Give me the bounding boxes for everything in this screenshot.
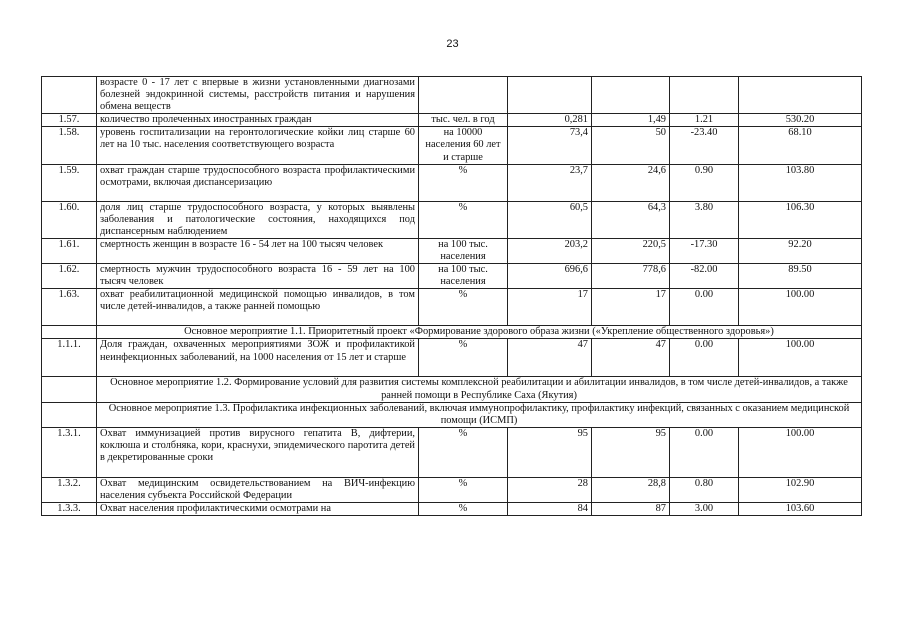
value-percent: 92.20	[739, 238, 862, 263]
value-actual: 24,6	[592, 164, 670, 201]
table-row	[42, 264, 862, 289]
indicator-description: уровень госпитализации на геронтологические койки лиц старше 60 лет на 10 тыс. населения соответствующего возраста	[97, 127, 419, 164]
indicator-description: возрасте 0 - 17 лет с впервые в жизни установленными диагнозами болезней эндокринной системы, расстройств питания и нарушения обмена веществ	[97, 77, 419, 114]
unit-of-measure: %	[419, 164, 508, 201]
table-row	[42, 164, 862, 201]
value-base: 0,281	[508, 114, 592, 127]
table-row	[42, 201, 862, 238]
value-base: 203,2	[508, 238, 592, 263]
indicator-description: Охват населения профилактическими осмотрами на	[97, 502, 419, 515]
value-deviation: 0.00	[670, 427, 739, 477]
value-base: 47	[508, 339, 592, 377]
value-actual: 50	[592, 127, 670, 164]
unit-of-measure: %	[419, 339, 508, 377]
unit-of-measure: %	[419, 201, 508, 238]
indicator-description: смертность мужчин трудоспособного возраста 16 - 59 лет на 100 тысяч человек	[97, 264, 419, 289]
row-number: 1.3.2.	[42, 477, 97, 502]
unit-of-measure	[419, 77, 508, 114]
indicator-description: доля лиц старше трудоспособного возраста, у которых выявлены заболевания и патологические состояния, находящихся под диспансерным наблюдением	[97, 201, 419, 238]
section-empty-cell	[42, 326, 97, 339]
value-percent: 100.00	[739, 427, 862, 477]
indicator-description: Доля граждан, охваченных мероприятиями ЗОЖ и профилактикой неинфекционных заболеваний, на 1000 населения от 15 лет и старше	[97, 339, 419, 377]
value-percent: 89.50	[739, 264, 862, 289]
value-base: 28	[508, 477, 592, 502]
indicator-description: Охват иммунизацией против вирусного гепатита В, дифтерии, коклюша и столбняка, кори, краснухи, эпидемического паротита детей в декретированные сроки	[97, 427, 419, 477]
table-row	[42, 238, 862, 263]
unit-of-measure: %	[419, 427, 508, 477]
row-number: 1.3.1.	[42, 427, 97, 477]
value-percent: 106.30	[739, 201, 862, 238]
row-number: 1.62.	[42, 264, 97, 289]
indicator-description: смертность женщин в возрасте 16 - 54 лет на 100 тысяч человек	[97, 238, 419, 263]
table-row	[42, 127, 862, 164]
row-number: 1.1.1.	[42, 339, 97, 377]
indicator-description: охват реабилитационной медицинской помощью инвалидов, в том числе детей-инвалидов, а также ранней помощью	[97, 289, 419, 326]
value-base: 95	[508, 427, 592, 477]
unit-of-measure: на 100 тыс. населения	[419, 238, 508, 263]
table-row	[42, 502, 862, 515]
value-deviation: 0.00	[670, 289, 739, 326]
value-deviation: 0.90	[670, 164, 739, 201]
section-title: Основное мероприятие 1.2. Формирование условий для развития системы комплексной реабилитации и абилитации инвалидов, в том числе детей-инвалидов, а также ранней помощи в Республике Саха (Якутия)	[97, 377, 862, 402]
value-deviation: 0.00	[670, 339, 739, 377]
value-actual: 28,8	[592, 477, 670, 502]
row-number: 1.60.	[42, 201, 97, 238]
value-percent: 100.00	[739, 339, 862, 377]
value-percent: 103.60	[739, 502, 862, 515]
page-number: 23	[446, 38, 459, 50]
value-deviation: -82.00	[670, 264, 739, 289]
table-row	[42, 339, 862, 377]
value-actual: 778,6	[592, 264, 670, 289]
row-number: 1.59.	[42, 164, 97, 201]
value-percent: 530.20	[739, 114, 862, 127]
value-base	[508, 77, 592, 114]
table-row	[42, 289, 862, 326]
value-deviation	[670, 77, 739, 114]
table-row	[42, 427, 862, 477]
value-deviation: 3.00	[670, 502, 739, 515]
value-actual	[592, 77, 670, 114]
value-base: 60,5	[508, 201, 592, 238]
value-percent: 100.00	[739, 289, 862, 326]
row-number: 1.58.	[42, 127, 97, 164]
section-empty-cell	[42, 377, 97, 402]
value-base: 23,7	[508, 164, 592, 201]
indicator-description: количество пролеченных иностранных граждан	[97, 114, 419, 127]
row-number: 1.3.3.	[42, 502, 97, 515]
section-title: Основное мероприятие 1.1. Приоритетный проект «Формирование здорового образа жизни («Укрепление общественного здоровья»)	[97, 326, 862, 339]
value-actual: 220,5	[592, 238, 670, 263]
value-base: 17	[508, 289, 592, 326]
table-row	[42, 477, 862, 502]
value-actual: 64,3	[592, 201, 670, 238]
section-row	[42, 402, 862, 427]
section-row	[42, 377, 862, 402]
row-number	[42, 77, 97, 114]
table-row	[42, 114, 862, 127]
unit-of-measure: на 10000 населения 60 лет и старше	[419, 127, 508, 164]
row-number: 1.63.	[42, 289, 97, 326]
unit-of-measure: %	[419, 289, 508, 326]
unit-of-measure: тыс. чел. в год	[419, 114, 508, 127]
table-row	[42, 77, 862, 114]
value-deviation: 1.21	[670, 114, 739, 127]
value-actual: 95	[592, 427, 670, 477]
value-base: 73,4	[508, 127, 592, 164]
value-deviation: 3.80	[670, 201, 739, 238]
value-percent	[739, 77, 862, 114]
value-percent: 103.80	[739, 164, 862, 201]
value-percent: 102.90	[739, 477, 862, 502]
section-title: Основное мероприятие 1.3. Профилактика инфекционных заболеваний, включая иммунопрофилактику, профилактику инфекций, связанных с оказанием медицинской помощи (ИСМП)	[97, 402, 862, 427]
value-actual: 1,49	[592, 114, 670, 127]
value-actual: 87	[592, 502, 670, 515]
value-deviation: -23.40	[670, 127, 739, 164]
unit-of-measure: %	[419, 477, 508, 502]
value-deviation: 0.80	[670, 477, 739, 502]
unit-of-measure: на 100 тыс. населения	[419, 264, 508, 289]
value-percent: 68.10	[739, 127, 862, 164]
value-actual: 17	[592, 289, 670, 326]
value-deviation: -17.30	[670, 238, 739, 263]
unit-of-measure: %	[419, 502, 508, 515]
section-empty-cell	[42, 402, 97, 427]
section-row	[42, 326, 862, 339]
row-number: 1.57.	[42, 114, 97, 127]
value-base: 696,6	[508, 264, 592, 289]
value-base: 84	[508, 502, 592, 515]
value-actual: 47	[592, 339, 670, 377]
row-number: 1.61.	[42, 238, 97, 263]
indicator-description: охват граждан старше трудоспособного возраста профилактическими осмотрами, включая диспансеризацию	[97, 164, 419, 201]
indicators-table	[41, 76, 862, 516]
indicator-description: Охват медицинским освидетельствованием на ВИЧ-инфекцию населения субъекта Российской Федерации	[97, 477, 419, 502]
